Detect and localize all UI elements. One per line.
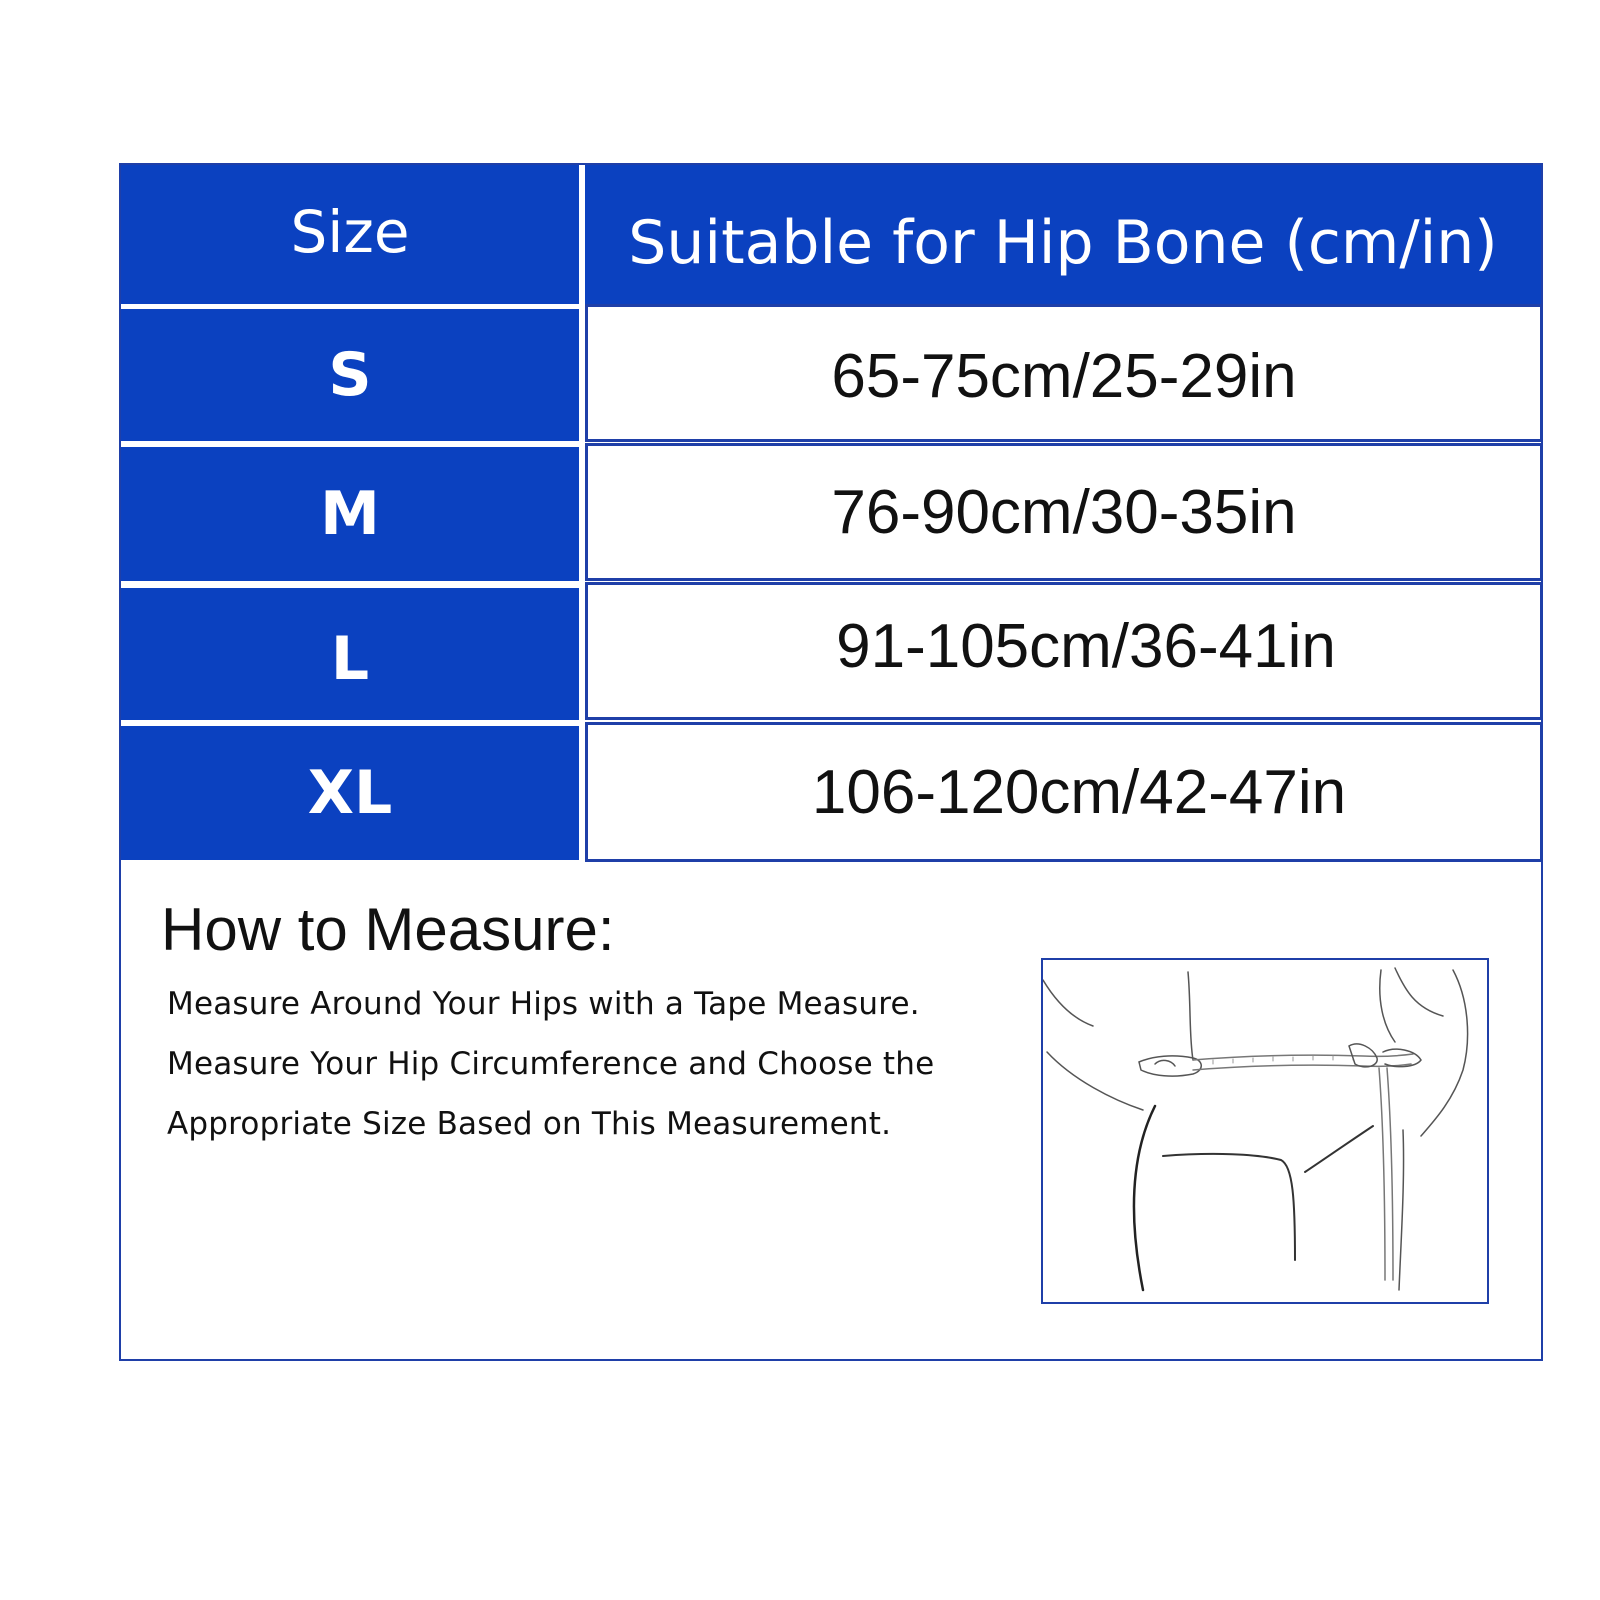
- measure-instruction-line: Appropriate Size Based on This Measurement.: [167, 1106, 892, 1142]
- hip-measurement-icon: [1043, 960, 1487, 1302]
- range-cell-l: 91-105cm/36-41in: [585, 582, 1543, 720]
- range-cell-m: 76-90cm/30-35in: [585, 443, 1543, 581]
- measure-instruction-line: Measure Your Hip Circumference and Choose the: [167, 1046, 935, 1082]
- range-cell-xl: 106-120cm/42-47in: [585, 722, 1543, 862]
- hip-range-column-header: Suitable for Hip Bone (cm/in): [585, 165, 1541, 304]
- how-to-measure-section: [161, 895, 1021, 1154]
- size-cell-m: M: [121, 447, 579, 581]
- size-cell-l: L: [121, 588, 579, 720]
- how-to-measure-title: How to Measure:: [161, 896, 615, 963]
- measure-instruction-line: Measure Around Your Hips with a Tape Measure.: [167, 986, 920, 1022]
- size-cell-s: S: [121, 309, 579, 441]
- hip-measurement-illustration: [1041, 958, 1489, 1304]
- size-column-header: Size: [121, 165, 579, 304]
- range-cell-s: 65-75cm/25-29in: [585, 304, 1543, 442]
- size-chart: [119, 163, 1543, 1361]
- size-cell-xl: XL: [121, 726, 579, 860]
